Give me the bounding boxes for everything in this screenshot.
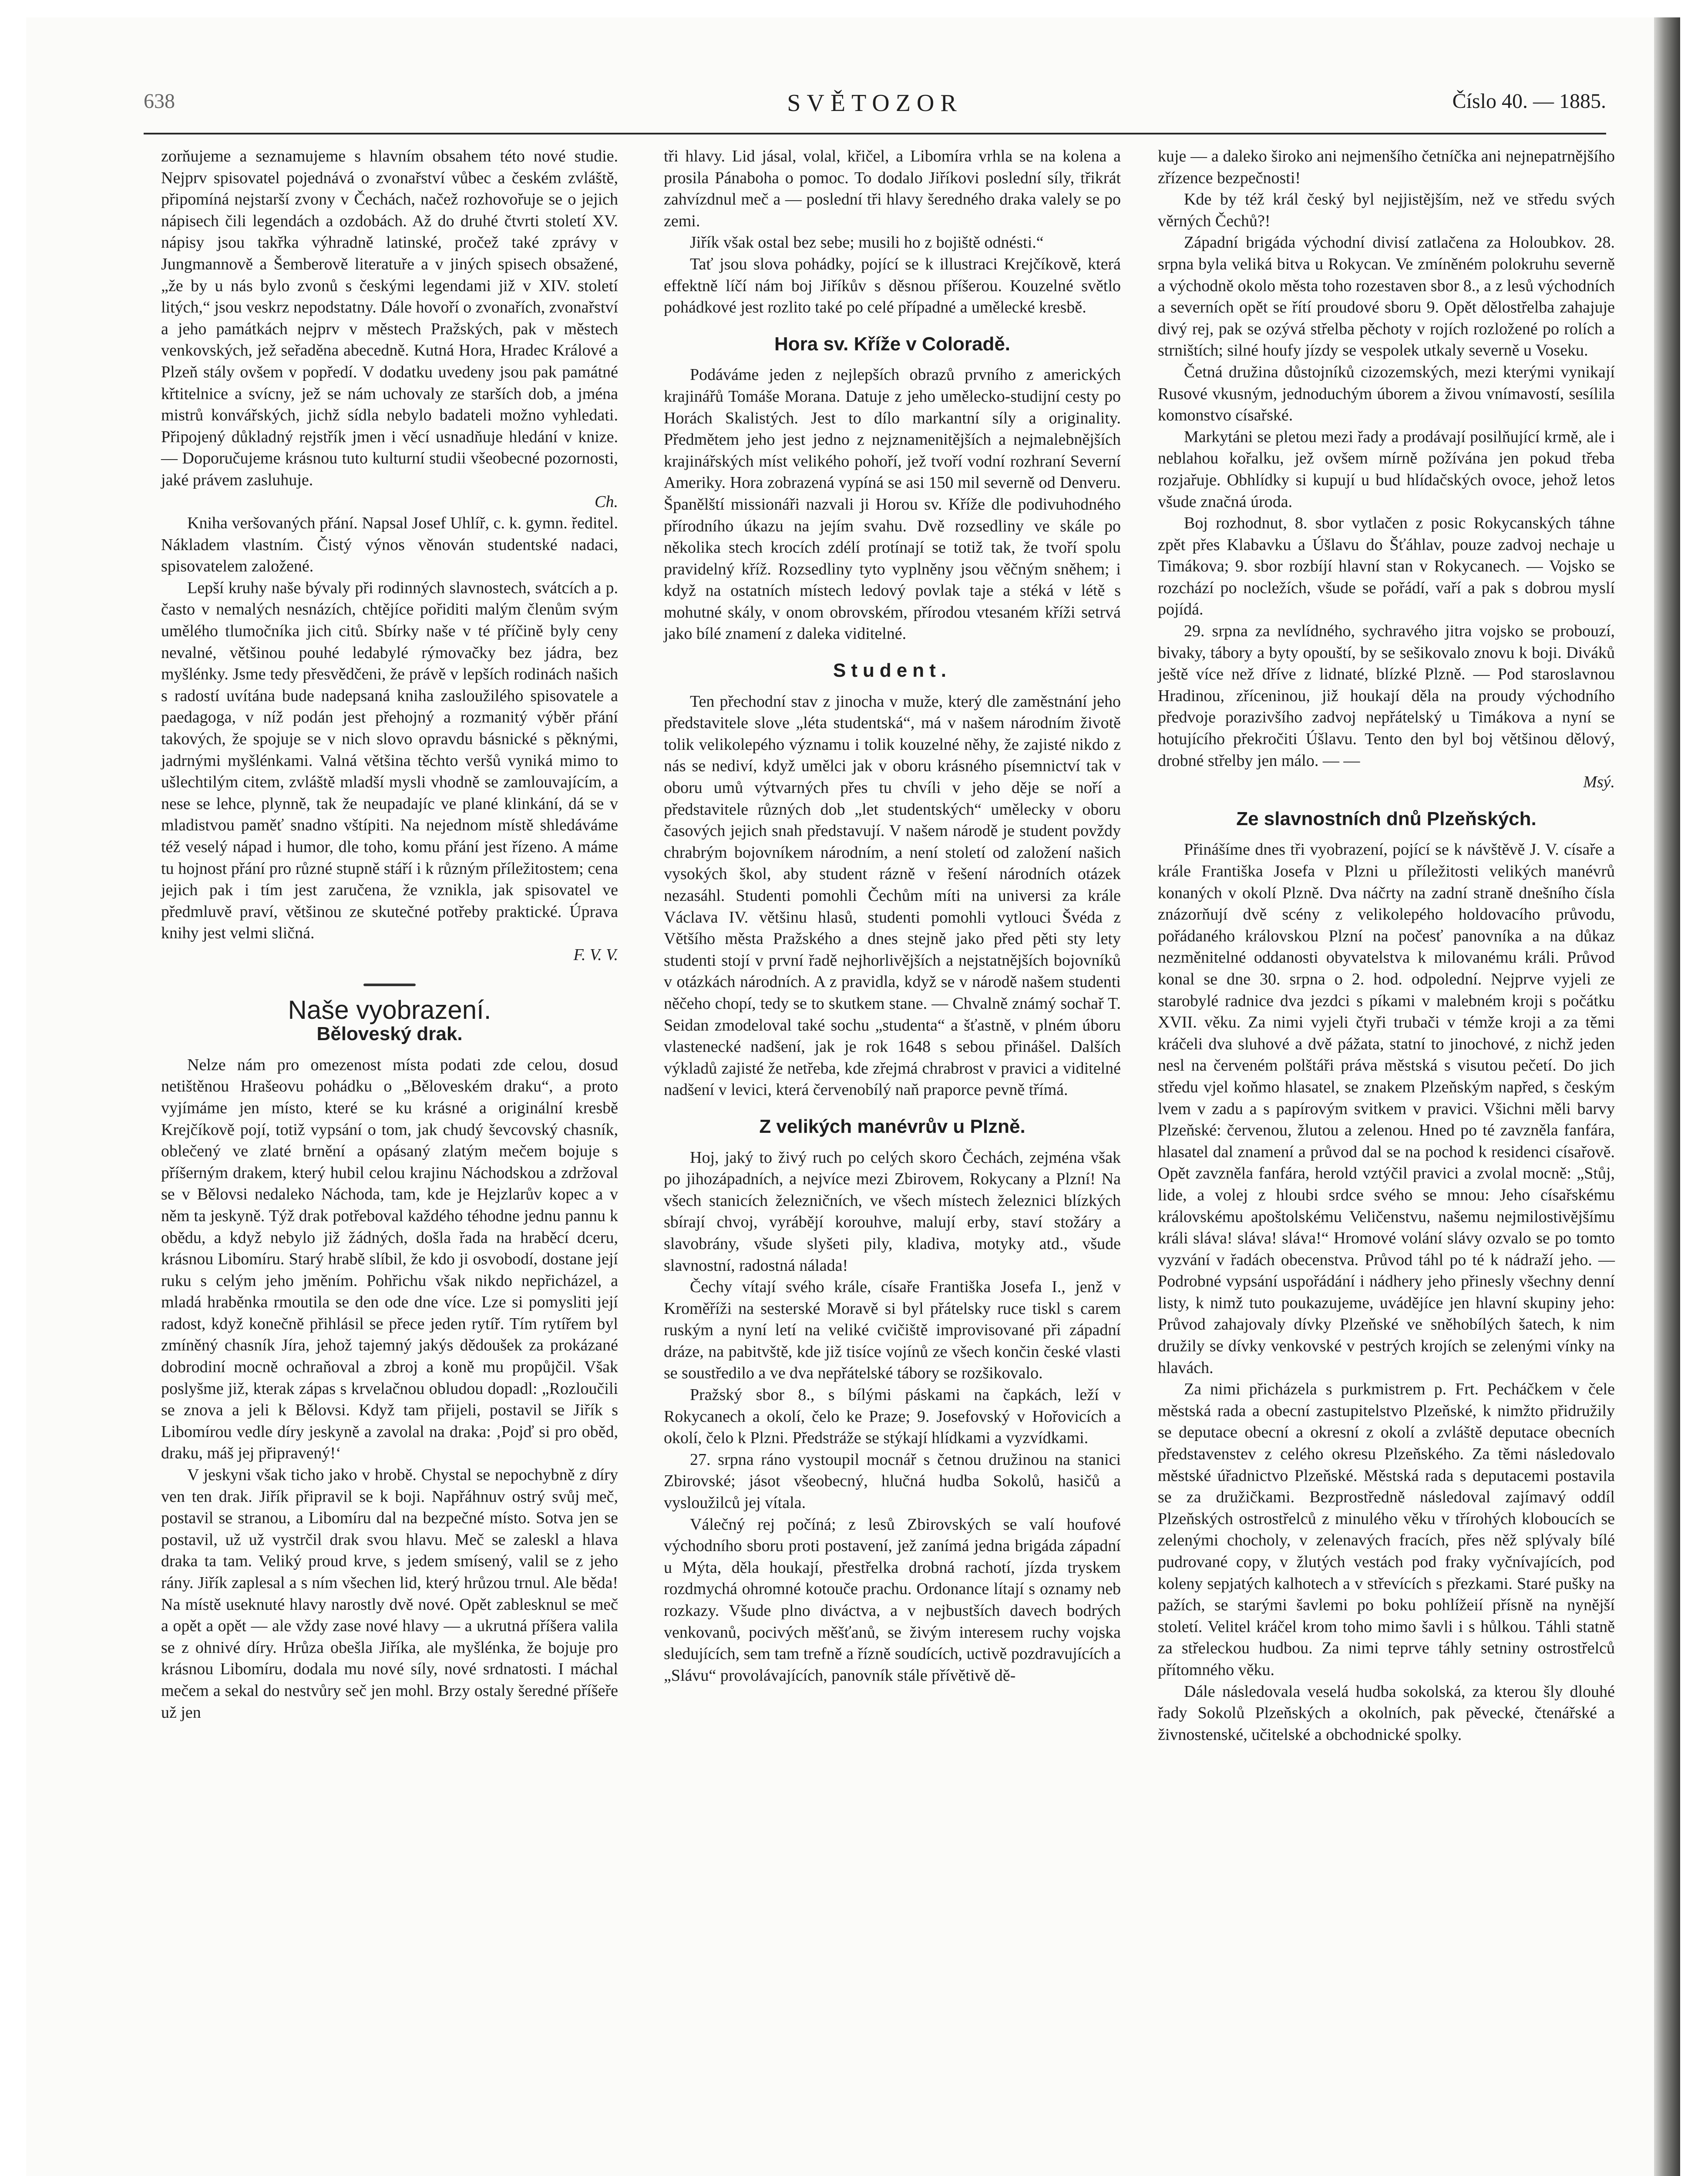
paragraph: tři hlavy. Lid jásal, volal, křičel, a Libomíra vrhla se na kolena a prosila Pánaboha o pomoc. To dodalo Jiříkovi poslední síly, třikrát zahvízdnul meč a — poslední tři hlavy šeredného draka valely se po zemi. — [664, 147, 1121, 230]
header-rule — [144, 133, 1606, 134]
column-2 — [664, 146, 1121, 1686]
column-3 — [1158, 146, 1615, 1746]
column-1 — [161, 146, 618, 1723]
paragraph: Pražský sbor 8., s bílými páskami na čapkách, leží v Rokycanech a okolí, čelo ke Praze; 9. Josefovský v Hořovicích a okolí, čelo k Plzni. Předstráže se stýkají hlídkami a vyzvídkami. — [664, 1386, 1121, 1447]
paragraph: Čechy vítají svého krále, císaře Františka Josefa I., jenž v Kroměříži na sesterské Moravě si byl přátelsky ruce tiskl s carem ruským a nyní letí na veliké cvičiště improvisované při západní dráze, na pabitvště, kde již tisíce vojínů ze všech končin české vlasti se soustředilo a ve dva nepřátelské tábory se rozšikovalo. — [664, 1278, 1121, 1383]
paragraph: Přinášíme dnes tři vyobrazení, pojící se k návštěvě J. V. císaře a krále Františka Josefa v Plzni u příležitosti velikých manévrů konaných v okolí Plzně. Dva náčrty na zadní straně dnešního čísla znázorňují dvě scény z velikolepého holdovacího průvodu, pořádaného královskou Plzní na počesť panovníka a na důkaz nezměnitelné oddanosti obyvatelstva k milovanému králi. Průvod konal se dne 30. srpna o 2. hod. odpolední. Nejprve vyjeli ze starobylé radnice dva jezdci s píkami v malebném kroji s počátku XVII. věku. Za nimi vyjeli čtyři trubači v témže kroji a za těmi kráčeli dva sluhové a dvě pážata, statní to jinochové, z nichž jeden nesl na červeném polštáři práva městská s visutou pečetí. Do jich středu vjel koňmo hlasatel, se znakem Plzeňským napřed, s českým lvem v zadu a s papírovým svitkem v pravici. Všichni měli barvy Plzeňské: červenou, žlutou a zelenou. Hned po té zavzněla fanfára, hlasatel dal znamení a průvod dal se na pochod k residenci císařově. Opět zavzněla fanfára, herold vztýčil pravici a zvolal mocně: „Stůj, lide, a volej z hloubi srdce svého se mnou: Jeho císařskému královskému apoštolskému Veličenstvu, našemu nejmilostivějšímu králi sláva! sláva! sláva!“ Hromové volání slávy ozvalo se po tomto vyzvání v řadách obecenstva. Průvod táhl po té k nádraží jeho. — Podrobné vypsání uspořádání i nádhery jeho přinesly všechny denní listy, k nimž tuto poukazujeme, uvádějíce jen hlavní skupiny jeho: Průvod zahajovaly dívky Plzeňské ve sněhobílých šatech, k nim družily se dívky venkovské v pestrých krojích se zelenými vínky na hlavách. — [1158, 840, 1615, 1377]
paragraph: Západní brigáda východní divisí zatlačena za Holoubkov. 28. srpna byla veliká bitva u Rokycan. Ve zmíněném polokruhu severně a východně okolo města toho rozestaven sbor 8., a z lesů východních a severních opět se řítí proudové sboru 9. Opět dělostřelba zahajuje divý rej, pak se ozývá střelba pěchoty v rojích rozložené po rolích a strništích; silné houfy jízdy se vespolek utkaly severně u Voseku. — [1158, 233, 1615, 360]
issue-number: Číslo 40. — 1885. — [1452, 90, 1606, 113]
paragraph: Válečný rej počíná; z lesů Zbirovských se valí houfové východního sboru proti postavení, jež zanímá jedna brigáda západní u Mýta, děla houkají, přestřelka drobná rachotí, jízda tryskem rozdmychá ohromné kotouče prachu. Ordonance lítají s oznamy neb rozkazy. Všude plno diváctva, a v nejbustších davech bodrých venkovanů, pocivých měšťanů, se živým interesem ruchy vojska sledujících, sem tam trefně a řízně soudících, uctivě pozdravujících a „Slávu“ provolávajících, panovník stále přívětivě dě- — [664, 1515, 1121, 1685]
paragraph: zorňujeme a seznamujeme s hlavním obsahem této nové studie. Nejprv spisovatel pojednává o zvonařství vůbec a českém zvláště, připomíná nejstarší zvony v Čechách, načež rozhovořuje se o jejich nápisech čili legendách a ozdobách. Až do druhé čtvrti století XV. nápisy jsou takřka výhradně latinské, pročež také zprávy v Jungmannově a Šemberově literatuře a v jiných spisech obsažené, „že by u nás bylo zvonů s českými legendami již v XIV. století litých,“ jsou veskrz nepodstatny. Dále hovoří o zvonařích, zvonařství a jeho památkách nejprv v městech Pražských, pak v městech venkovských, jež seřaděna abecedně. Kutná Hora, Hradec Králové a Plzeň stály ovšem v popředí. V dodatku uvedeny jsou pak památné křtitelnice a svícny, jež se nám uchovaly ze starších dob, a jména mistrů konvářských, jichž sídla nebylo badateli možno vyhledati. Připojený důkladný rejstřík jmen i věcí usnadňuje hledání v knize. — Doporučujeme krásnou tuto kulturní studii všeobecné pozornosti, jaké právem zasluhuje. — [161, 147, 618, 489]
paragraph: Tať jsou slova pohádky, pojící se k illustraci Krejčíkově, která effektně líčí nám boj Jiříkův s děsnou příšerou. Kouzelné světlo pohádkové jest rozlito také po celé případné a umělecké kresbě. — [664, 255, 1121, 317]
paragraph: Hoj, jaký to živý ruch po celých skoro Čechách, zejména však po jihozápadních, a nejvíce mezi Zbirovem, Rokycany a Plzní! Na všech stanicích železničních, ve všech místech železnici blízkých sbírají chvoj, vyrábějí korouhve, malují erby, staví stožáry a slavobrány, všude slyšeti pily, kladiva, motyky atd., všude slavnostní, radostná nálada! — [664, 1148, 1121, 1275]
paragraph: 29. srpna za nevlídného, sychravého jitra vojsko se probouzí, bivaky, tábory a byty opouští, by se sešikovalo znovu k boji. Diváků ještě více než dříve z lidnaté, blízké Plzně. — Pod staroslavnou Hradinou, zříceninou, již houkají děla na proudy východního předvoje porazivšího zadvoj nepřátelský u Timákova a nyní se hotujícího překročiti Úšlavu. Tento den byl boj většinou dělový, drobné střelby jen málo. — — — [1158, 622, 1615, 770]
article-heading: Ze slavnostních dnů Plzeňských. — [1236, 808, 1537, 829]
page-edge — [1654, 17, 1680, 2176]
paragraph: Četná družina důstojníků cizozemských, mezi kterými vynikají Rusové vkusným, jednoduchým úborem a živou vnímavostí, sesílila komonstvo císařské. — [1158, 363, 1615, 425]
paragraph: Podáváme jeden z nejlepších obrazů prvního z amerických krajinářů Tomáše Morana. Datuje z jeho umělecko-studijní cesty po Horách Skalistých. Jest to dílo markantní síly a originality. Předmětem jeho jest jedno z nejznamenitějších a nejmalebnějších krajinářských míst velikého pohoří, jež tvoří vodní rozhraní Severní Ameriky. Hora zobrazená vypíná se asi 150 mil severně od Denveru. Španělští missionáři nazvali ji Horou sv. Kříže dle podivuhodného přírodního úkazu na jejím svahu. Dvě rozsedliny ve skále po několika stech krocích zdélí protínají se totiž tak, že tvoří spolu pravidelný kříž. Rozsedliny tyto vyplněny jsou věčným sněhem; i když na ostatních místech ledový povlak taje a stéká v létě s mohutné skály, v onom obrovském, přírodou vtesaném kříži setrvá jako bílé znamení z daleka viditelné. — [664, 366, 1121, 643]
paragraph: Nelze nám pro omezenost místa podati zde celou, dosud netištěnou Hrašeovu pohádku o „Běloveském draku“, a proto vyjímáme jen místo, které se ku krásné a originální kresbě Krejčíkově pojí, totiž vypsání o tom, jak chudý ševcovský chasník, oblečený ve zlaté brnění a opásaný zlatým mečem bojuje s příšerným drakem, který hubil celou krajinu Náchodskou a zdržoval se v Bělovsi nedaleko Náchoda, tam, kde je Hejzlarův kopec a v něm ta jeskyně. Týž drak potřeboval každého téhodne jednu pannu k obědu, a když nebylo již žádných, došla řada na hraběcí dceru, krásnou Libomíru. Starý hrabě slíbil, že kdo ji osvobodí, dostane její ruku s celým jeho jměním. Pohřichu však nikdo nepřicházel, a mladá hraběnka rmoutila se den ode dne více. Lze si pomysliti její radost, když konečně přihlásil se přece jeden rytíř. Tím rytířem byl zmíněný chasník Jíra, jehož tajemný jakýs dědoušek za prokázané dobrodiní mocně ochraňoval a zbroj a koně mu propůjčil. Však poslyšme již, kterak zápas s krvelačnou obludou dopadl: „Rozloučili se znova a jeli k Bělovsi. Když tam přijeli, postavil se Jiřík s Libomírou vedle díry jeskyně a zavolal na draka: ‚Pojď si pro oběd, draku, máš jej připravený!‘ — [161, 1055, 618, 1463]
paragraph: Markytáni se pletou mezi řady a prodávají posilňující krmě, ale i neblahou kořalku, jež ovšem mírně požívána jen pokud třeba rozjařuje. Obhlídky si kupují u bud hlídačských ovoce, jehož letos všude značná úroda. — [1158, 427, 1615, 511]
paragraph: Za nimi přicházela s purkmistrem p. Frt. Pecháčkem v čele městská rada a obecní zastupitelstvo Plzeňské, k nimžto přidružily se deputace obecní a okresní z okolí a zvláště deputace obecních představenstev z celého okresu Plzeňského. Za těmi následovalo městské úřadnictvo Plzeňské. Městská rada s deputacemi postavila se za družičkami. Bezprostředně následoval zajímavý oddíl Plzeňských ostrostřelců z minulého věku v třírohých kloboucích se zelenými chocholy, v zelenavých fracích, přes něž splývaly bílé pudrované copy, v žlutých vestách pod fraky vyčnívajících, pod koleny sepjatých kalhotech a v střevících s přezkami. Staré pušky na pažích, se starými šavlemi po boku pohlížeií přísně na nynější století. Velitel kráčel krom toho mimo šavli i s hůlkou. Táhli statně za střeleckou hudbou. Za nimi teprve táhly setniny ostrostřelců přítomného věku. — [1158, 1380, 1615, 1679]
paragraph: Kniha veršovaných přání. Napsal Josef Uhlíř, c. k. gymn. ředitel. Nákladem vlastním. Čistý výnos věnován studentské nadaci, spisovatelem založené. — [161, 514, 618, 576]
signature: Ch. — [595, 492, 618, 511]
paragraph: Kde by též král český byl nejjistějším, než ve středu svých věrných Čechů?! — [1158, 190, 1615, 230]
paragraph: Jiřík však ostal bez sebe; musili ho z bojiště odnésti.“ — [690, 233, 1044, 252]
article-heading: Hora sv. Kříže v Coloradě. — [774, 333, 1011, 355]
section-divider — [363, 984, 416, 986]
article-heading: Student. — [833, 660, 952, 682]
signature: Msý. — [1583, 773, 1615, 792]
page-number: 638 — [144, 90, 175, 113]
paragraph: Ten přechodní stav z jinocha v muže, který dle zaměstnání jeho představitele slove „léta studentská“, má v našem národním životě tolik velikolepého významu i tolik kouzelné něhy, že zajisté nikdo z nás se nediví, když umělci jak v oboru krásného písemnictví tak v oboru umů výtvarných přes tu chvíli v jeho děje se noří a představitele různých dob „let studentských“ umělecky v oboru časových jejich snah představují. V našem národě je student povždy chrabrým bojovníkem národním, a není století od založení našich vysokých škol, aby student rázně v řešení národních otázek nezasáhl. Studenti pomohli Čechům míti na universi za krále Václava IV. většinu hlasů, studenti pomohli vytlouci Švéda z Většího města Pražského a dnes stejně jako před pěti sty lety studenti stojí v první řadě nejhorlivějších a nejstatnějších bojovníků v otázkách národních. A z pravidla, když se v národě našem studenti něčeho chopí, tedy se to skutkem stane. — Chvalně známý sochař T. Seidan zmodeloval také sochu „studenta“ a šťastně, v plném úboru vlastenecké nadšení, jak je rok 1648 s sebou přinášel. Dalších výkladů zajisté že netřeba, kde zřejmá chrabrost v pravici a viditelné nadšení v levici, která červenobílý naň praporce pevně třímá. — [664, 692, 1121, 1099]
paragraph: V jeskyni však ticho jako v hrobě. Chystal se nepochybně z díry ven ten drak. Jiřík připravil se k boji. Napřáhnuv ostrý svůj meč, postavil se stranou, a Libomíru dal na bezpečné místo. Sotva jen se postavil, už už vystrčil drak svou hlavu. Meč se zaleskl a hlava draka ta tam. Veliký proud krve, s jedem smísený, valil se z jeho rány. Jiřík zaplesal a s ním všechen lid, který hrůzou trnul. Ale běda! Na místě useknuté hlavy narostly dvě nové. Opět zablesknul se meč a opět a opět — ale vždy zase nové hlavy — a ukrutná příšera valila se z ohnivé díry. Hrůza obešla Jiříka, ale myšlénka, že bojuje pro krásnou Libomíru, dodala mu nové síly, nové srdnatosti. I máchal mečem a sekal do nestvůry seč jen mohl. Brzy ostaly šeredné příšeře už jen — [161, 1466, 618, 1722]
section-title: Naše vyobrazení. — [288, 995, 491, 1024]
paragraph: kuje — a daleko široko ani nejmenšího četníčka ani nejnepatrnějšího zřízence bezpečnosti! — [1158, 147, 1615, 187]
paragraph: Boj rozhodnut, 8. sbor vytlačen z posic Rokycanských táhne zpět přes Klabavku a Úšlavu do Šťáhlav, pouze zadvoj nechaje u Timákova; 9. sbor rozbíjí hlavní stan v Rokycanech. — Vojsko se rozchází po nocležích, všude se pořádí, vaří a pak s dobrou myslí pojídá. — [1158, 514, 1615, 619]
paragraph: Dále následovala veselá hudba sokolská, za kterou šly dlouhé řady Sokolů Plzeňských a okolních, pak pěvecké, čtenářské a živnostenské, učitelské a obchodnické spolky. — [1158, 1682, 1615, 1744]
paragraph: 27. srpna ráno vystoupil mocnář s četnou družinou na stanici Zbirovské; jásot všeobecný, hlučná hudba Sokolů, hasičů a vysloužilců jej vítala. — [664, 1450, 1121, 1512]
article-heading: Z velikých manévrův u Plzně. — [759, 1115, 1025, 1137]
page-header — [144, 89, 1606, 128]
article-heading: Běloveský drak. — [316, 1023, 463, 1045]
masthead: SVĚTOZOR — [787, 90, 963, 117]
signature: F. V. V. — [573, 945, 618, 964]
paragraph: Lepší kruhy naše bývaly při rodinných slavnostech, svátcích a p. často v nemalých nesnázích, chtějíce pořiditi malým členům svým umělého tlumočníka jich citů. Sbírky naše v té příčině byly ceny nevalné, většinou pouhé ledabylé rýmovačky bez jádra, bez myšlénky. Jsme tedy přesvědčeni, že právě v lepších rodinách našich s radostí uvítána bude nadepsaná kniha zasloužilého spisovatele a paedagoga, v níž podán jest přehojný a rozmanitý výběr přání takových, že spojuje se v nich slovo opravdu básnické s pěknými, jadrnými myšlénkami. Valná většina těchto veršů vyniká mimo to ušlechtilým citem, zvláště mladší mysli vhodně se zamlouvajícím, a nese se lehce, plynně, tak že neupadajíc ve plané klinkání, dá se v mladistvou paměť snadno vštípiti. Na nejednom místě shledáváme též veselý nápad i humor, dle toho, komu přání jest řízeno. A máme tu hojnost přání pro různé stupně stáří i k různým příležitostem; cena jejich pak i tím jest zaručena, že vznikla, jak spisovatel ve předmluvě praví, většinou ze skutečné potřeby praktické. Úprava knihy jest velmi sličná. — [161, 578, 618, 943]
